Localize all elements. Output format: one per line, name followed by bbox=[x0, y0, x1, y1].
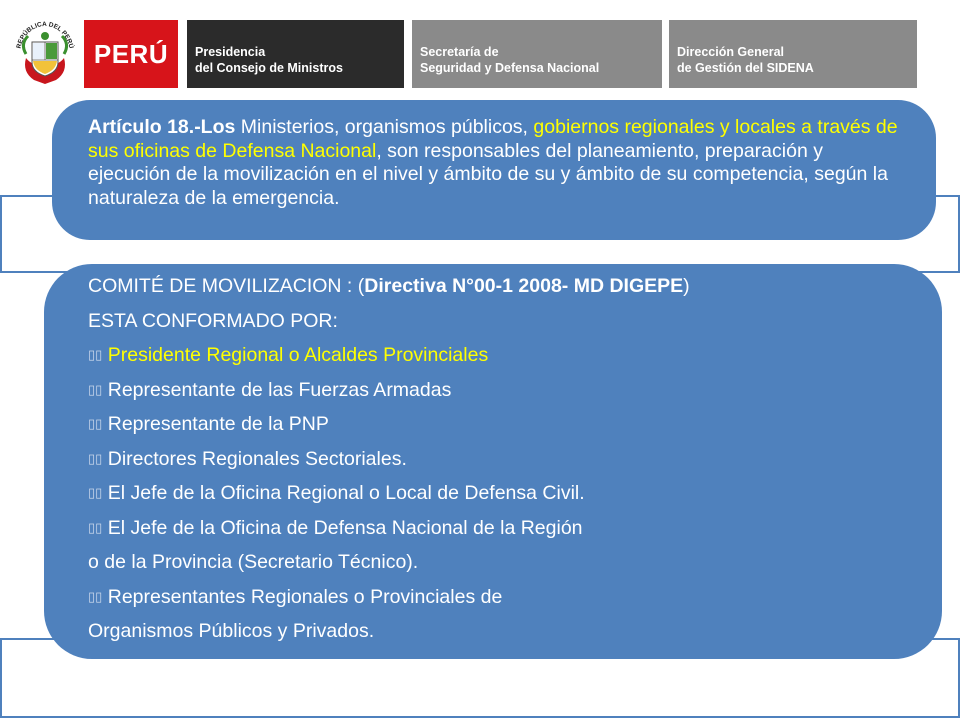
article-highlight: gobiernos regionales y locales a través de sus oficinas de Defensa Nacional bbox=[88, 116, 898, 162]
emblem-caption bbox=[0, 0, 1, 1]
peru-logo-box bbox=[84, 20, 178, 88]
peru-coat-of-arms-icon bbox=[12, 14, 78, 88]
bullet-icon: ▯▯ bbox=[88, 450, 103, 466]
bullet-icon: ▯▯ bbox=[88, 381, 103, 397]
article-lead: Artículo 18.-Los Ministerios, organismos públicos, bbox=[88, 116, 534, 138]
pcm-line1: Presidencia bbox=[195, 45, 266, 59]
svg-text:REPÚBLICA DEL PERÚ: REPÚBLICA DEL PERÚ bbox=[15, 20, 75, 50]
committee-composition: ESTA CONFORMADO POR: bbox=[88, 309, 338, 332]
bullet-icon: ▯▯ bbox=[88, 519, 103, 535]
bullet-icon: ▯▯ bbox=[88, 347, 103, 362]
article-18-box bbox=[52, 100, 936, 240]
member-item: ▯▯ El Jefe de la Oficina Regional o Local de Defensa Civil. bbox=[88, 482, 585, 504]
bullet-icon: ▯▯ bbox=[88, 588, 103, 604]
bullet-icon: ▯▯ bbox=[88, 416, 103, 431]
member-item: ▯▯ Presidente Regional o Alcaldes Provinciales bbox=[88, 344, 489, 366]
member-item: ▯▯ Representantes Regionales o Provinciales de bbox=[88, 585, 503, 608]
committee-title: COMITÉ DE MOVILIZACION : (Directiva N°00-1 2008- MD DIGEPE) bbox=[88, 275, 690, 297]
dir-line2: de Gestión del SIDENA bbox=[677, 61, 814, 75]
member-item: ▯▯ Directores Regionales Sectoriales. bbox=[88, 447, 407, 470]
dir-line1: Dirección General bbox=[677, 45, 784, 59]
peru-label: PERÚ bbox=[93, 38, 169, 69]
member-item: ▯▯ Representante de la PNP bbox=[88, 413, 329, 435]
member-item-continuation: Organismos Públicos y Privados. bbox=[88, 620, 375, 642]
header-secretaria-box bbox=[412, 20, 662, 88]
bullet-icon: ▯▯ bbox=[88, 485, 103, 500]
header-pcm-box bbox=[187, 20, 404, 88]
member-item-continuation: o de la Provincia (Secretario Técnico). bbox=[88, 551, 419, 573]
sec-line2: Seguridad y Defensa Nacional bbox=[420, 61, 600, 75]
committee-box bbox=[44, 264, 942, 659]
article-tail: , son responsables del planeamiento, preparación y ejecución de la movilización en el nivel y ámbito de su y ámbito de su competencia, según la naturaleza de la emergencia. bbox=[88, 139, 888, 209]
sec-line1: Secretaría de bbox=[420, 45, 499, 59]
member-item: ▯▯ El Jefe de la Oficina de Defensa Nacional de la Región bbox=[88, 516, 583, 539]
pcm-line2: del Consejo de Ministros bbox=[195, 61, 343, 75]
header-direccion-box bbox=[669, 20, 917, 88]
member-item: ▯▯ Representante de las Fuerzas Armadas bbox=[88, 378, 452, 401]
